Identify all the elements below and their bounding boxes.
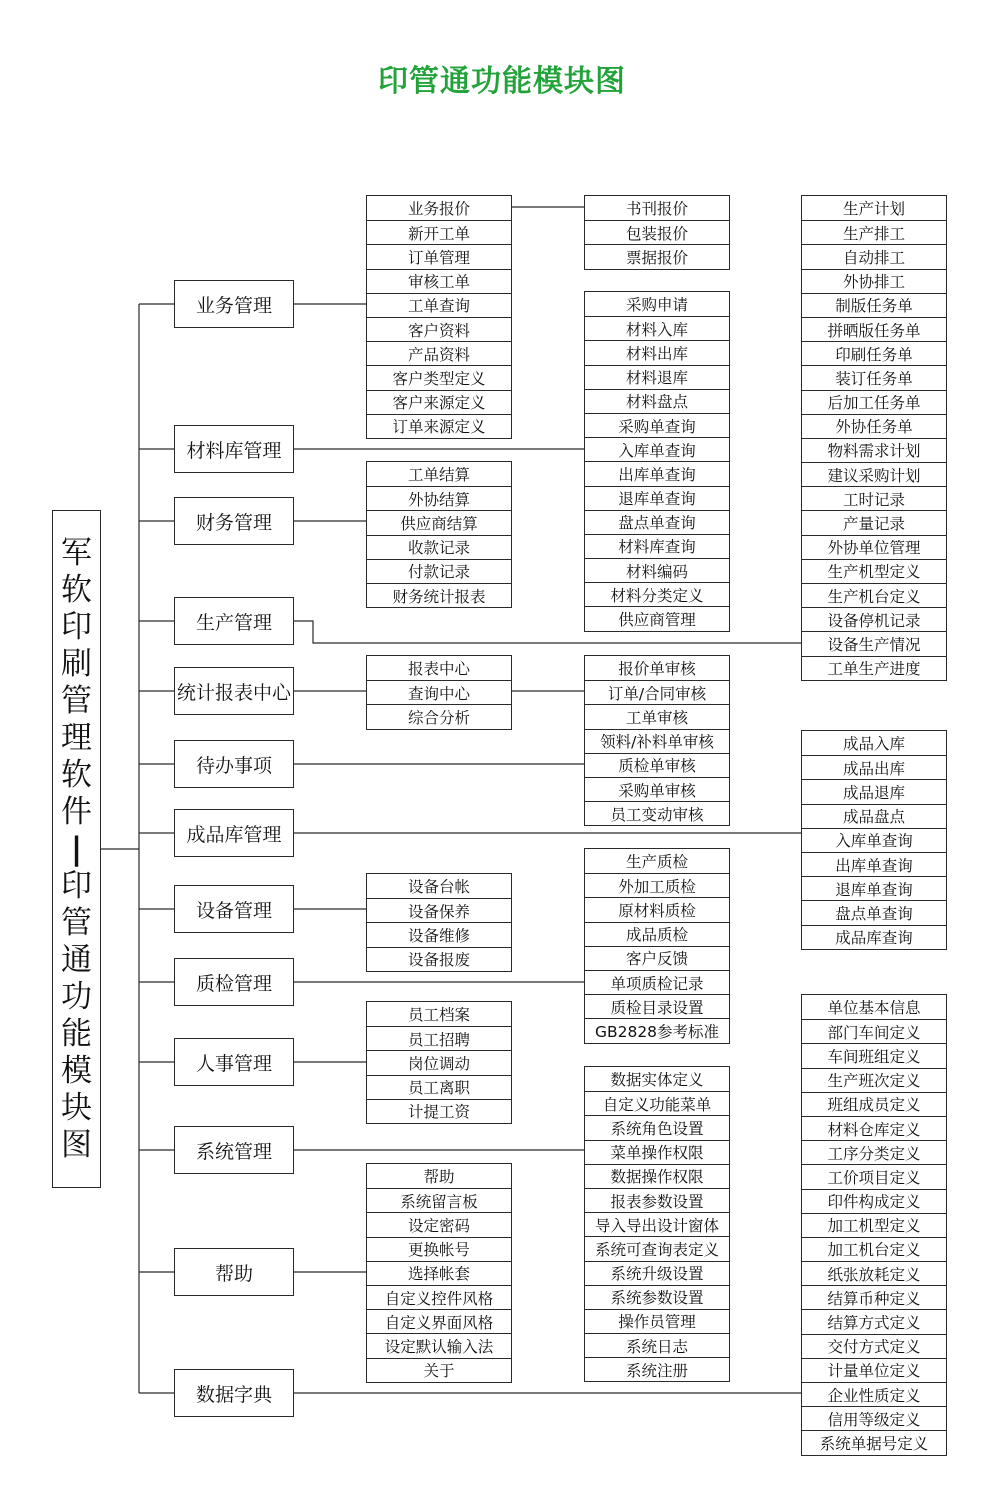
module-item: 原材料质检 [585,897,729,921]
main-node-quality: 质检管理 [174,958,294,1006]
list-finished [801,730,947,950]
module-item: 成品质检 [585,922,729,946]
module-item: 物料需求计划 [802,438,946,462]
module-item: 数据实体定义 [610,1071,704,1090]
module-item: 系统留言板 [367,1188,511,1212]
main-node-help: 帮助 [174,1248,294,1296]
module-item: 产量记录 [802,510,946,534]
module-item: 质检目录设置 [585,994,729,1018]
module-item: 材料退库 [585,365,729,389]
module-item: 采购单查询 [585,413,729,437]
module-item: 员工招聘 [367,1026,511,1050]
root-title-char: 通 [61,941,92,978]
root-title-char: 管 [61,682,92,719]
root-title-char: 理 [61,719,92,756]
module-item: 工时记录 [802,486,946,510]
module-item: 设备台帐 [407,878,470,897]
module-item: 外加工质检 [585,873,729,897]
module-item: 设备停机记录 [802,607,946,631]
module-item: 综合分析 [367,704,511,728]
module-item: 质检单审核 [585,753,729,777]
main-node-business: 业务管理 [174,280,294,328]
main-node-reports: 统计报表中心 [174,667,294,715]
root-node [52,510,101,1188]
module-item: 材料出库 [585,340,729,364]
module-item: 交付方式定义 [802,1334,946,1358]
module-item: 导入导出设计窗体 [585,1212,729,1236]
module-item: 设定默认输入法 [367,1333,511,1357]
module-item: 成品盘点 [802,804,946,828]
module-item: 加工机型定义 [802,1213,946,1237]
module-item: 设备生产情况 [802,631,946,655]
module-item: 成品退库 [802,779,946,803]
module-item: 系统参数设置 [585,1285,729,1309]
module-item: 数据操作权限 [585,1164,729,1188]
module-item: 纸张放耗定义 [802,1261,946,1285]
module-item: 车间班组定义 [802,1043,946,1067]
module-item: 供应商管理 [585,606,729,630]
main-node-finished: 成品库管理 [174,809,294,857]
root-title-char: 软 [61,571,92,608]
root-title-char: 印 [61,867,92,904]
module-item: 采购申请 [625,296,688,315]
module-item: 付款记录 [367,559,511,583]
module-item: 订单/合同审核 [585,680,729,704]
module-item: 材料入库 [585,316,729,340]
root-title-char: 功 [61,978,92,1015]
module-item: 客户反馈 [585,946,729,970]
module-item: 财务统计报表 [367,583,511,607]
root-title-char: 刷 [61,645,92,682]
module-item: 计提工资 [367,1099,511,1123]
list-dictionary [801,994,947,1456]
module-item: 材料分类定义 [585,582,729,606]
module-item: 报表参数设置 [585,1188,729,1212]
module-item: 出库单查询 [802,852,946,876]
module-item: 结算币种定义 [802,1285,946,1309]
module-item: 材料盘点 [585,389,729,413]
main-node-materials: 材料库管理 [174,425,294,473]
module-item: 工序分类定义 [802,1140,946,1164]
module-item: 工单查询 [367,293,511,317]
module-item: 选择帐套 [367,1261,511,1285]
module-item: 自动排工 [802,244,946,268]
module-item: 单位基本信息 [827,999,921,1018]
module-item: 自定义界面风格 [367,1309,511,1333]
module-item: 书刊报价 [625,200,688,219]
module-item: 退库单查询 [802,876,946,900]
module-item: 自定义功能菜单 [585,1091,729,1115]
module-item: 材料仓库定义 [802,1116,946,1140]
list-materials [584,291,730,632]
module-item: 计量单位定义 [802,1358,946,1382]
module-item: 结算方式定义 [802,1309,946,1333]
module-item: 单项质检记录 [585,970,729,994]
main-node-hr: 人事管理 [174,1038,294,1086]
module-item: 工单结算 [407,466,470,485]
list-equipment [366,873,512,972]
module-item: 系统角色设置 [585,1115,729,1139]
module-item: 领料/补料单审核 [585,729,729,753]
root-title-char: | [70,830,83,867]
module-item: 工单审核 [585,704,729,728]
root-title-char: 模 [61,1052,92,1089]
module-item: 报表中心 [407,660,470,679]
module-item: 票据报价 [585,244,729,268]
module-item: 拼晒版任务单 [802,317,946,341]
module-item: 系统日志 [585,1333,729,1357]
main-node-system: 系统管理 [174,1126,294,1174]
module-item: 外协任务单 [802,414,946,438]
module-item: 印件构成定义 [802,1189,946,1213]
page-title: 印管通功能模块图 [378,64,626,99]
module-item: 客户类型定义 [367,365,511,389]
module-item: 系统升级设置 [585,1261,729,1285]
module-item: 部门车间定义 [802,1019,946,1043]
list-todo [584,655,730,826]
module-item: 外协结算 [367,486,511,510]
module-item: 产品资料 [367,341,511,365]
root-title-char: 军 [61,534,92,571]
module-item: 自定义控件风格 [367,1285,511,1309]
module-item: 生产质检 [625,853,688,872]
module-item: 系统单据号定义 [802,1430,946,1454]
module-item: 工单生产进度 [802,656,946,680]
module-item: 系统可查询表定义 [585,1236,729,1260]
list-finance [366,461,512,608]
module-item: 帮助 [423,1168,455,1187]
module-item: 客户资料 [367,317,511,341]
root-title-char: 块 [61,1089,92,1126]
module-item: 成品库查询 [802,925,946,949]
module-item: 企业性质定义 [802,1382,946,1406]
module-item: 退库单查询 [585,486,729,510]
module-item: 员工变动审核 [585,801,729,825]
module-item: 菜单操作权限 [585,1140,729,1164]
list-quality [584,848,730,1044]
list-production [801,195,947,681]
module-item: 报价单审核 [618,660,696,679]
module-item: 设备维修 [367,922,511,946]
main-node-dictionary: 数据字典 [174,1369,294,1417]
main-node-production: 生产管理 [174,597,294,645]
module-item: 成品出库 [802,755,946,779]
module-item: 制版任务单 [802,293,946,317]
module-item: 班组成员定义 [802,1092,946,1116]
module-item: 入库单查询 [802,828,946,852]
module-item: 加工机台定义 [802,1237,946,1261]
list-help [366,1163,512,1383]
module-item: 客户来源定义 [367,390,511,414]
list-quote [584,195,730,270]
main-node-finance: 财务管理 [174,497,294,545]
main-node-equipment: 设备管理 [174,885,294,933]
module-item: 业务报价 [407,200,470,219]
module-item: 出库单查询 [585,461,729,485]
module-item: 供应商结算 [367,510,511,534]
module-item: 入库单查询 [585,437,729,461]
module-item: 岗位调动 [367,1050,511,1074]
root-title-char: 件 [61,793,92,830]
module-item: 设定密码 [367,1212,511,1236]
module-item: 收款记录 [367,535,511,559]
module-item: 工价项目定义 [802,1164,946,1188]
module-item: 设备报废 [367,947,511,971]
module-item: 信用等级定义 [802,1406,946,1430]
module-item: 盘点单查询 [802,900,946,924]
module-item: 采购单审核 [585,777,729,801]
list-reports [366,655,512,730]
module-item: 材料库查询 [585,534,729,558]
list-hr [366,1001,512,1124]
module-item: GB2828参考标准 [585,1018,729,1042]
module-item: 建议采购计划 [802,462,946,486]
root-title-char: 管 [61,904,92,941]
root-title-char: 软 [61,756,92,793]
module-item: 生产班次定义 [802,1068,946,1092]
module-item: 生产机台定义 [802,583,946,607]
module-item: 生产计划 [842,200,905,219]
module-item: 材料编码 [585,558,729,582]
module-item: 关于 [367,1358,511,1382]
module-item: 印刷任务单 [802,341,946,365]
module-item: 外协单位管理 [802,535,946,559]
root-title-char: 图 [61,1126,92,1163]
module-item: 订单管理 [367,244,511,268]
module-item: 生产排工 [802,220,946,244]
module-item: 盘点单查询 [585,510,729,534]
module-item: 装订任务单 [802,365,946,389]
root-title-char: 能 [61,1015,92,1052]
module-item: 成品入库 [842,735,905,754]
module-item: 员工离职 [367,1075,511,1099]
module-item: 审核工单 [367,269,511,293]
module-item: 包装报价 [585,220,729,244]
module-item: 查询中心 [367,680,511,704]
module-item: 后加工任务单 [802,390,946,414]
module-item: 生产机型定义 [802,559,946,583]
module-item: 新开工单 [367,220,511,244]
module-item: 操作员管理 [585,1309,729,1333]
list-business [366,195,512,439]
module-item: 设备保养 [367,898,511,922]
module-item: 更换帐号 [367,1237,511,1261]
module-item: 外协排工 [802,269,946,293]
module-item: 订单来源定义 [367,414,511,438]
list-system [584,1066,730,1382]
root-title-char: 印 [61,608,92,645]
main-node-todo: 待办事项 [174,740,294,788]
module-item: 员工档案 [407,1006,470,1025]
module-item: 系统注册 [585,1357,729,1381]
